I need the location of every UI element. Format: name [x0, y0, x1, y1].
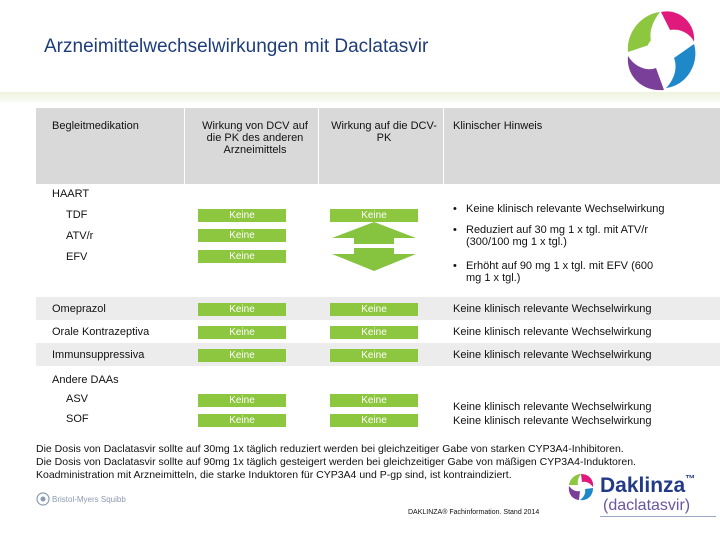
effect-chip: Keine: [198, 349, 286, 362]
drug-orale-kontrazeptiva: Orale Kontrazeptiva: [52, 326, 150, 338]
drug-immunsuppressiva: Immunsuppressiva: [52, 349, 145, 361]
haart-note: Reduziert auf 30 mg 1 x tgl. mit ATV/r (300/100 mg 1 x tgl.): [466, 224, 648, 248]
drug-atv-r: ATV/r: [66, 230, 94, 242]
clinical-note: Keine klinisch relevante Wechselwirkung: [453, 349, 652, 361]
effect-chip: Keine: [198, 303, 286, 316]
source-note: DAKLINZA® Fachinformation. Stand 2014: [408, 509, 540, 516]
brand-underline: [600, 516, 716, 517]
bullet: •: [453, 260, 457, 272]
header-begleitmedikation: Begleitmedikation: [52, 120, 139, 132]
footnote: Die Dosis von Daclatasvir sollte auf 90mg 1x täglich gesteigert werden bei gleichzeitiger Gabe von mäßigen CYP3A4-Induktoren.: [36, 456, 636, 468]
effect-chip: Keine: [330, 349, 418, 362]
effect-chip: Keine: [198, 250, 286, 263]
decorative-logo-icon: [620, 6, 702, 98]
up-down-arrow-icon: [330, 222, 418, 272]
brand-logo-icon: [566, 472, 596, 502]
group-label-andere-daas: Andere DAAs: [52, 374, 119, 386]
header-divider: [443, 108, 444, 184]
clinical-note: Keine klinisch relevante Wechselwirkung: [453, 326, 652, 338]
effect-chip: Keine: [198, 414, 286, 427]
group-label-haart: HAART: [52, 188, 90, 200]
clinical-note: Keine klinisch relevante Wechselwirkung: [453, 303, 652, 315]
effect-chip: Keine: [330, 414, 418, 427]
drug-tdf: TDF: [66, 209, 88, 221]
header-wirkung-dcv-pk: Wirkung auf die DCV-PK: [331, 120, 437, 144]
header-divider: [318, 108, 319, 184]
clinical-note: Keine klinisch relevante Wechselwirkung: [453, 401, 652, 413]
title-underline: [0, 92, 720, 102]
effect-chip: Keine: [330, 303, 418, 316]
effect-chip: Keine: [198, 209, 286, 222]
header-wirkung-dcv: Wirkung von DCV auf die PK des anderen Arzneimittels: [202, 120, 308, 156]
effect-chip: Keine: [330, 326, 418, 339]
drug-efv: EFV: [66, 251, 88, 263]
effect-chip: Keine: [198, 326, 286, 339]
bullet: •: [453, 224, 457, 236]
brand-generic-name: (daclatasvir): [603, 497, 691, 514]
brand-name: Daklinza™: [600, 474, 696, 497]
header-divider: [184, 108, 185, 184]
bullet: •: [453, 203, 457, 215]
page-title: Arzneimittelwechselwirkungen mit Daclatasvir: [44, 36, 429, 57]
effect-chip: Keine: [330, 209, 418, 222]
effect-chip: Keine: [330, 394, 418, 407]
haart-note: Erhöht auf 90 mg 1 x tgl. mit EFV (600 mg 1 x tgl.): [466, 260, 654, 284]
drug-omeprazol: Omeprazol: [52, 303, 106, 315]
footnote: Die Dosis von Daclatasvir sollte auf 30mg 1x täglich reduziert werden bei gleichzeitiger Gabe von starken CYP3A4-Inhibitoren.: [36, 443, 624, 455]
clinical-note: Keine klinisch relevante Wechselwirkung: [453, 415, 652, 427]
effect-chip: Keine: [198, 394, 286, 407]
company-name: Bristol-Myers Squibb: [52, 495, 126, 504]
drug-sof: SOF: [66, 413, 89, 425]
header-klinischer-hinweis: Klinischer Hinweis: [453, 120, 543, 132]
effect-chip: Keine: [198, 229, 286, 242]
drug-asv: ASV: [66, 393, 89, 405]
footnote: Koadministration mit Arzneimitteln, die starke Induktoren für CYP3A4 und P-gp sind, ist kontraindiziert.: [36, 469, 512, 481]
company-logo-icon: [36, 492, 50, 506]
haart-note: Keine klinisch relevante Wechselwirkung: [466, 203, 665, 215]
